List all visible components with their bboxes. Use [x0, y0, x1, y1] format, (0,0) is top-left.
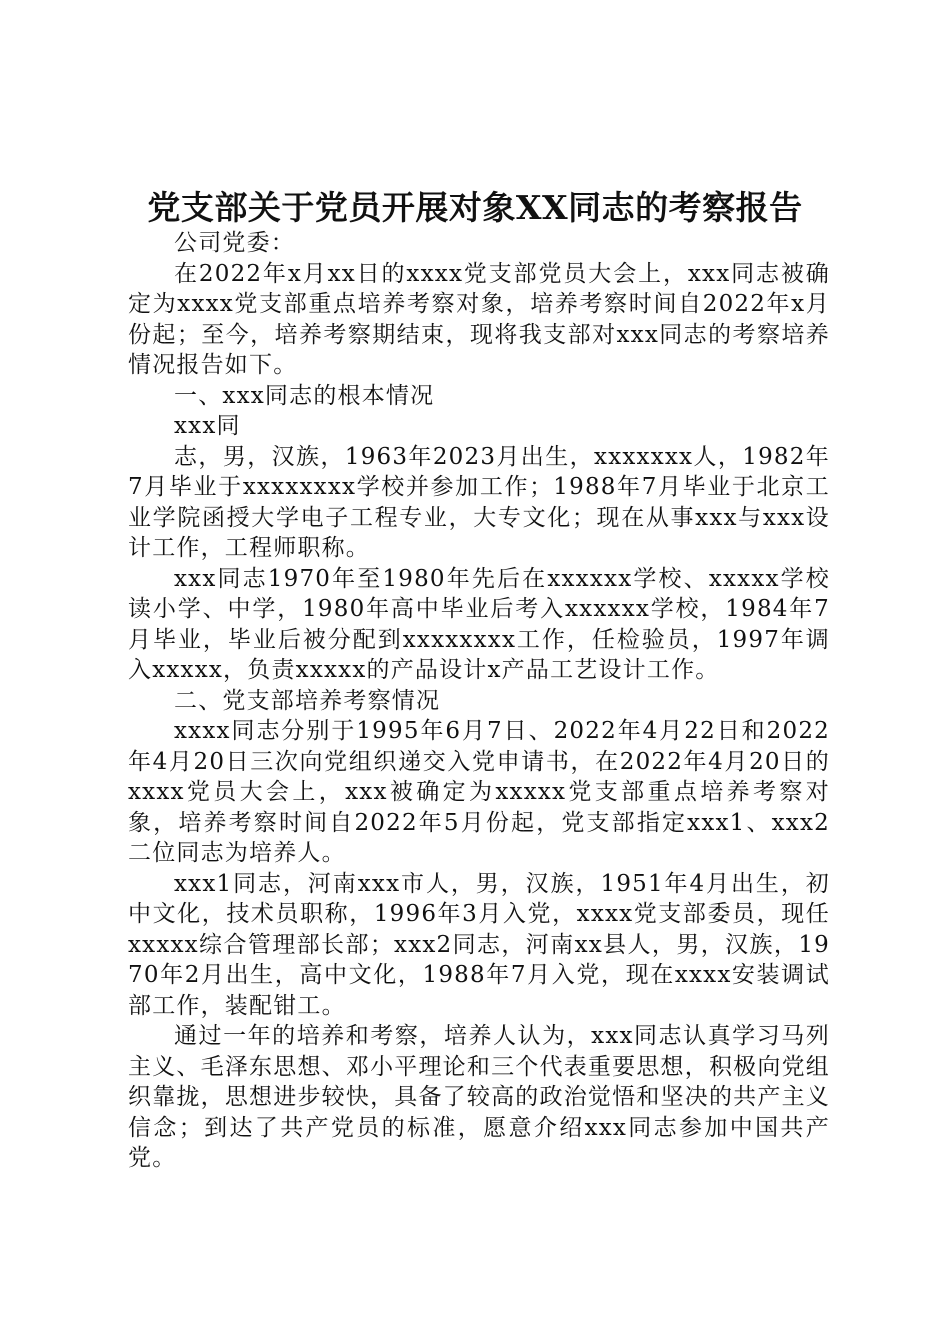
- paragraph-education-history: xxx同志1970年至1980年先后在xxxxxx学校、xxxxx学校读小学、中学，1980年高中毕业后考入xxxxxx学校，1984年7月毕业，毕业后被分配到xxxxxxxx工作，任检验员，1997年调入xxxxx，负责xxxxx的产品设计x产品工艺设计工作。: [128, 565, 830, 683]
- paragraph-application-history: xxxx同志分别于1995年6月7日、2022年4月22日和2022年4月20日三次向党组织递交入党申请书，在2022年4月20日的xxxx党员大会上，xxx被确定为xxxxx党支部重点培养考察对象，培养考察时间自2022年5月份起，党支部指定xxx1、xxx2二位同志为培养人。: [128, 718, 830, 866]
- paragraph-fragment: xxx同: [174, 413, 241, 439]
- section-heading-basic-info: 一、xxx同志的根本情况: [174, 382, 435, 409]
- section-heading-cultivation: 二、党支部培养考察情况: [174, 687, 441, 714]
- document-body: [128, 228, 830, 1174]
- paragraph-intro: 在2022年x月xx日的xxxx党支部党员大会上，xxx同志被确定为xxxx党支部重点培养考察对象，培养考察时间自2022年x月份起；至今，培养考察期结束，现将我支部对xxx同志的考察培养情况报告如下。: [128, 260, 830, 378]
- salutation: 公司党委：: [174, 230, 295, 256]
- document-title: 党支部关于党员开展对象XX同志的考察报告: [147, 188, 803, 227]
- paragraph-conclusion: 通过一年的培养和考察，培养人认为，xxx同志认真学习马列主义、毛泽东思想、邓小平理论和三个代表重要思想，积极向党组织靠拢，思想进步较快，具备了较高的政治觉悟和坚决的共产主义信念；到达了共产党员的标准，愿意介绍xxx同志参加中国共产党。: [128, 1023, 830, 1171]
- paragraph-sponsors-info: xxx1同志，河南xxx市人，男，汉族，1951年4月出生，初中文化，技术员职称，1996年3月入党，xxxx党支部委员，现任xxxxx综合管理部长部；xxx2同志，河南xx县人，男，汉族，1970年2月出生，高中文化，1988年7月入党，现在xxxx安装调试部工作，装配钳工。: [128, 870, 830, 1019]
- paragraph-personal-info: 志，男，汉族，1963年2023月出生，xxxxxxx人，1982年7月毕业于xxxxxxxx学校并参加工作；1988年7月毕业于北京工业学院函授大学电子工程专业，大专文化；现在从事xxx与xxx设计工作，工程师职称。: [128, 443, 830, 561]
